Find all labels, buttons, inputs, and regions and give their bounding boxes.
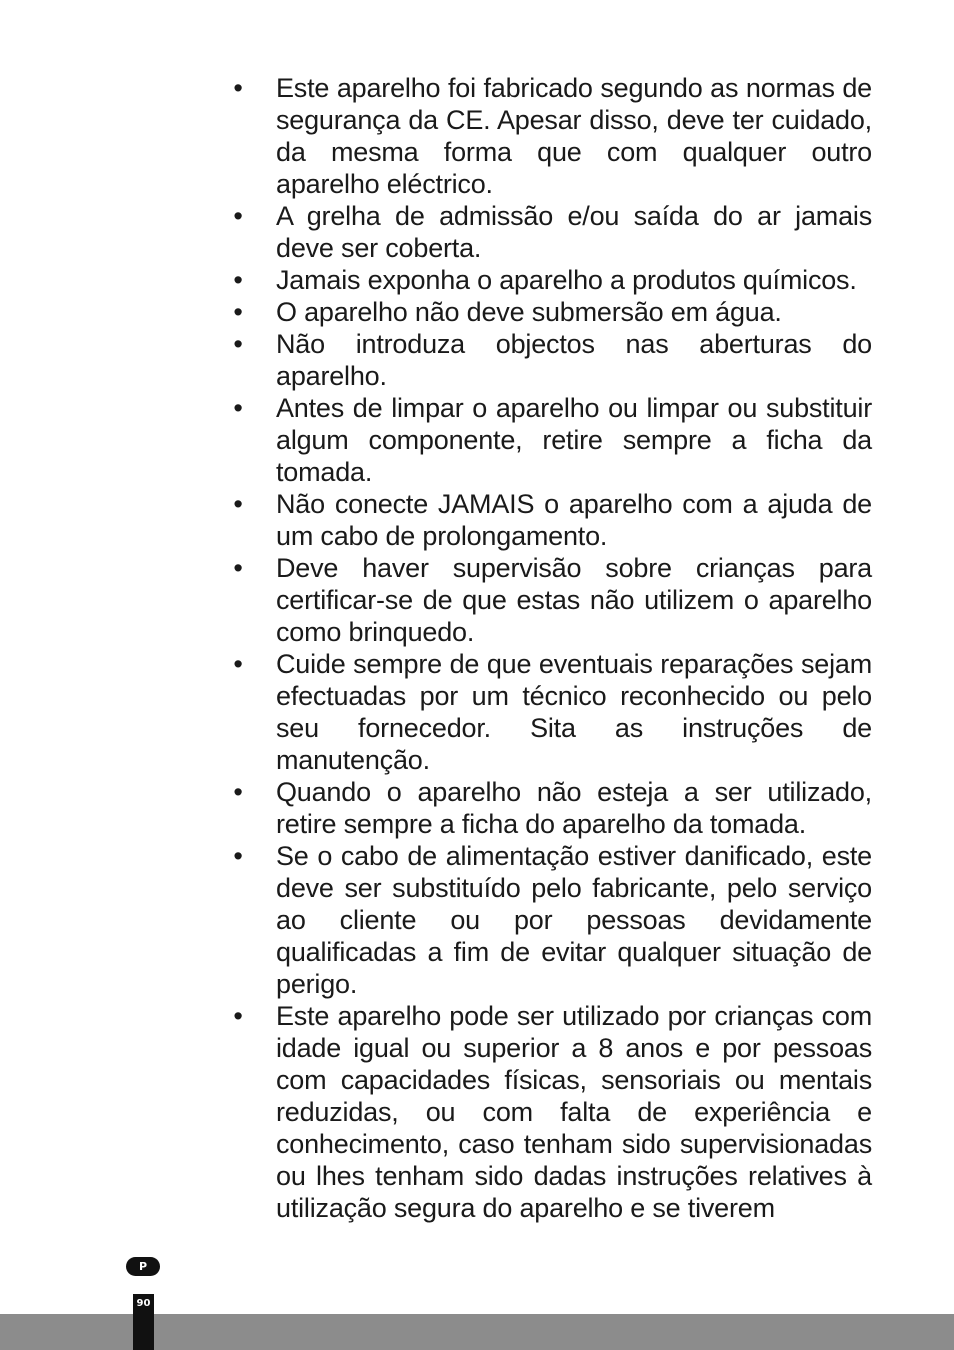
list-item-text: Se o cabo de alimentação estiver danificado, este deve ser substituído pelo fabricante, pelo serviço ao cliente ou por pessoas devidamente qualificadas a fim de evitar qualquer situação de perigo. [276,841,872,999]
list-item [228,776,872,840]
list-item-text: Não conecte JAMAIS o aparelho com a ajuda de um cabo de prolongamento. [276,489,872,551]
list-item-text: A grelha de admissão e/ou saída do ar jamais deve ser coberta. [276,201,872,263]
list-item [228,648,872,776]
list-item-text: Este aparelho pode ser utilizado por crianças com idade igual ou superior a 8 anos e por pessoas com capacidades físicas, sensoriais ou mentais reduzidas, ou com falta de experiência e conhecimento, caso tenham sido supervisionadas ou lhes tenham sido dadas instruções relatives à utilização segura do aparelho e se tiverem [276,1001,872,1223]
list-item [228,200,872,264]
list-item [228,72,872,200]
bullet-icon: • [233,1001,243,1031]
list-item-text: Jamais exponha o aparelho a produtos químicos. [276,265,857,295]
list-item [228,488,872,552]
language-badge: P [126,1257,160,1276]
list-item [228,1000,872,1224]
list-item [228,552,872,648]
page-number: 90 [136,1298,151,1309]
list-item-text: Quando o aparelho não esteja a ser utilizado, retire sempre a ficha do aparelho da tomada. [276,777,872,839]
bullet-icon: • [233,553,243,583]
list-item-text: Cuide sempre de que eventuais reparações sejam efectuadas por um técnico reconhecido ou pelo seu fornecedor. Sita as instruções de manutenção. [276,649,872,775]
list-item-text: Antes de limpar o aparelho ou limpar ou substituir algum componente, retire sempre a ficha da tomada. [276,393,872,487]
list-item [228,296,872,328]
safety-instructions [228,72,872,1224]
list-item-text: Este aparelho foi fabricado segundo as normas de segurança da CE. Apesar disso, deve ter cuidado, da mesma forma que com qualquer outro aparelho eléctrico. [276,73,872,199]
list-item [228,392,872,488]
bullet-icon: • [233,777,243,807]
bullet-icon: • [233,393,243,423]
list-item [228,264,872,296]
list-item-text: O aparelho não deve submersão em água. [276,297,782,327]
bullet-icon: • [233,297,243,327]
bullet-icon: • [233,73,243,103]
bullet-icon: • [233,489,243,519]
bullet-icon: • [233,265,243,295]
bullet-icon: • [233,329,243,359]
list-item-text: Deve haver supervisão sobre crianças para certificar-se de que estas não utilizem o aparelho como brinquedo. [276,553,872,647]
list-item-text: Não introduza objectos nas aberturas do aparelho. [276,329,872,391]
list-item [228,840,872,1000]
bullet-icon: • [233,841,243,871]
bullet-list [228,72,872,1224]
list-item [228,328,872,392]
bullet-icon: • [233,201,243,231]
bullet-icon: • [233,649,243,679]
